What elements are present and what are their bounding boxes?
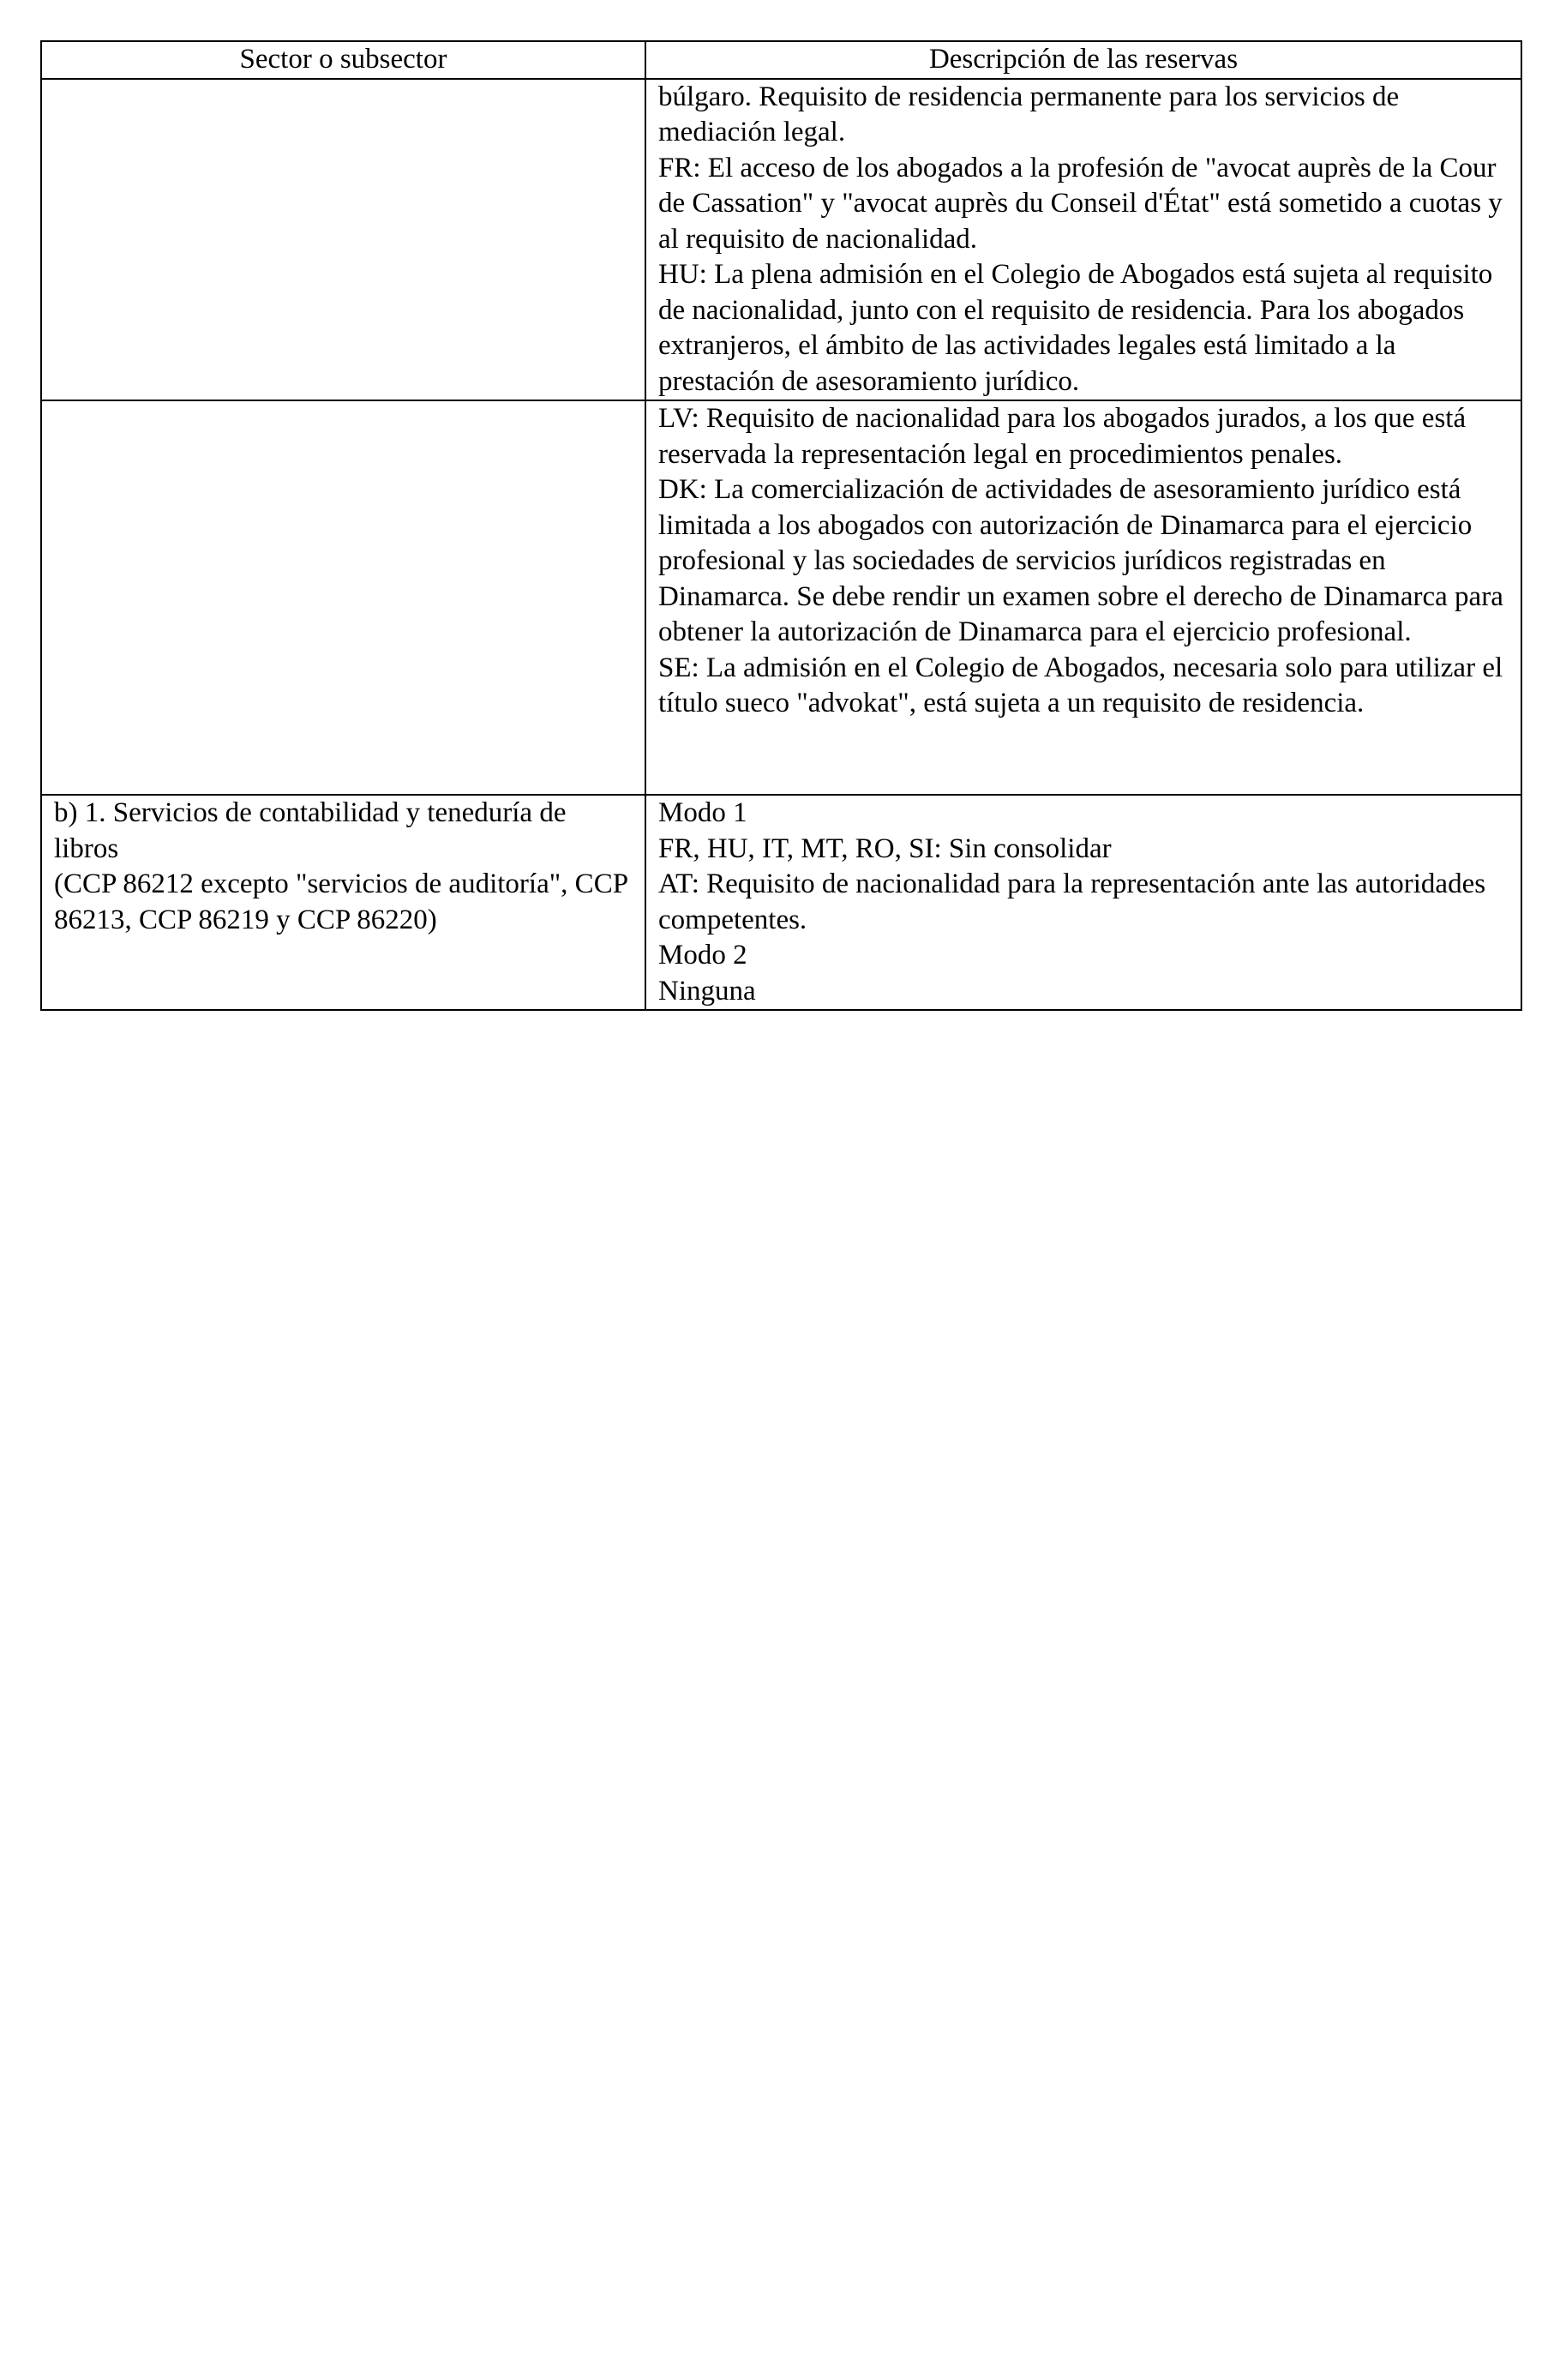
table-row [41,400,1521,795]
description-paragraph: Ninguna [658,975,756,1007]
description-paragraph: HU: La plena admisión en el Colegio de Abogados está sujeta al requisito de nacionalidad, junto con el requisito de residencia. Para los abogados extranjeros, el ámbito de las actividades legales está limitado a la prestación de asesoramiento jurídico. [658,259,1493,397]
table-row [41,795,1521,1010]
description-paragraph: LV: Requisito de nacionalidad para los abogados jurados, a los que está reservada la representación legal en procedimientos penales. [658,403,1467,470]
description-paragraph: DK: La comercialización de actividades de asesoramiento jurídico está limitada a los abogados con autorización de Dinamarca para el ejercicio profesional y las sociedades de servicios jurídicos registradas en Dinamarca. Se debe rendir un examen sobre el derecho de Dinamarca para obtener la autorización de Dinamarca para el ejercicio profesional. [658,474,1503,647]
sector-cell [41,79,645,401]
description-paragraph: búlgaro. Requisito de residencia permanente para los servicios de mediación legal. [658,81,1400,147]
description-paragraph: Modo 1 [658,797,747,828]
sector-paragraph: b) 1. Servicios de contabilidad y teneduría de libros [54,797,567,864]
description-cell [645,400,1521,795]
description-paragraph: Modo 2 [658,940,747,971]
description-paragraph: FR: El acceso de los abogados a la profesión de "avocat auprès de la Cour de Cassation" y "avocat auprès du Conseil d'État" está sometido a cuotas y al requisito de nacionalidad. [658,152,1503,255]
header-description: Descripción de las reservas [645,41,1521,79]
sector-cell [41,400,645,795]
header-sector: Sector o subsector [41,41,645,79]
table-header [41,41,1521,79]
description-paragraph: SE: La admisión en el Colegio de Abogados, necesaria solo para utilizar el título sueco "advokat", está sujeta a un requisito de residencia. [658,652,1503,718]
description-cell [645,79,1521,401]
header-row [41,41,1521,79]
description-cell [645,795,1521,1010]
sector-cell [41,795,645,1010]
reservations-table [40,40,1522,1011]
table-body [41,79,1521,1011]
table-row [41,79,1521,401]
sector-paragraph: (CCP 86212 excepto "servicios de auditoría", CCP 86213, CCP 86219 y CCP 86220) [54,868,627,935]
description-paragraph: FR, HU, IT, MT, RO, SI: Sin consolidar [658,832,1112,864]
description-paragraph: AT: Requisito de nacionalidad para la representación ante las autoridades competentes. [658,868,1486,935]
